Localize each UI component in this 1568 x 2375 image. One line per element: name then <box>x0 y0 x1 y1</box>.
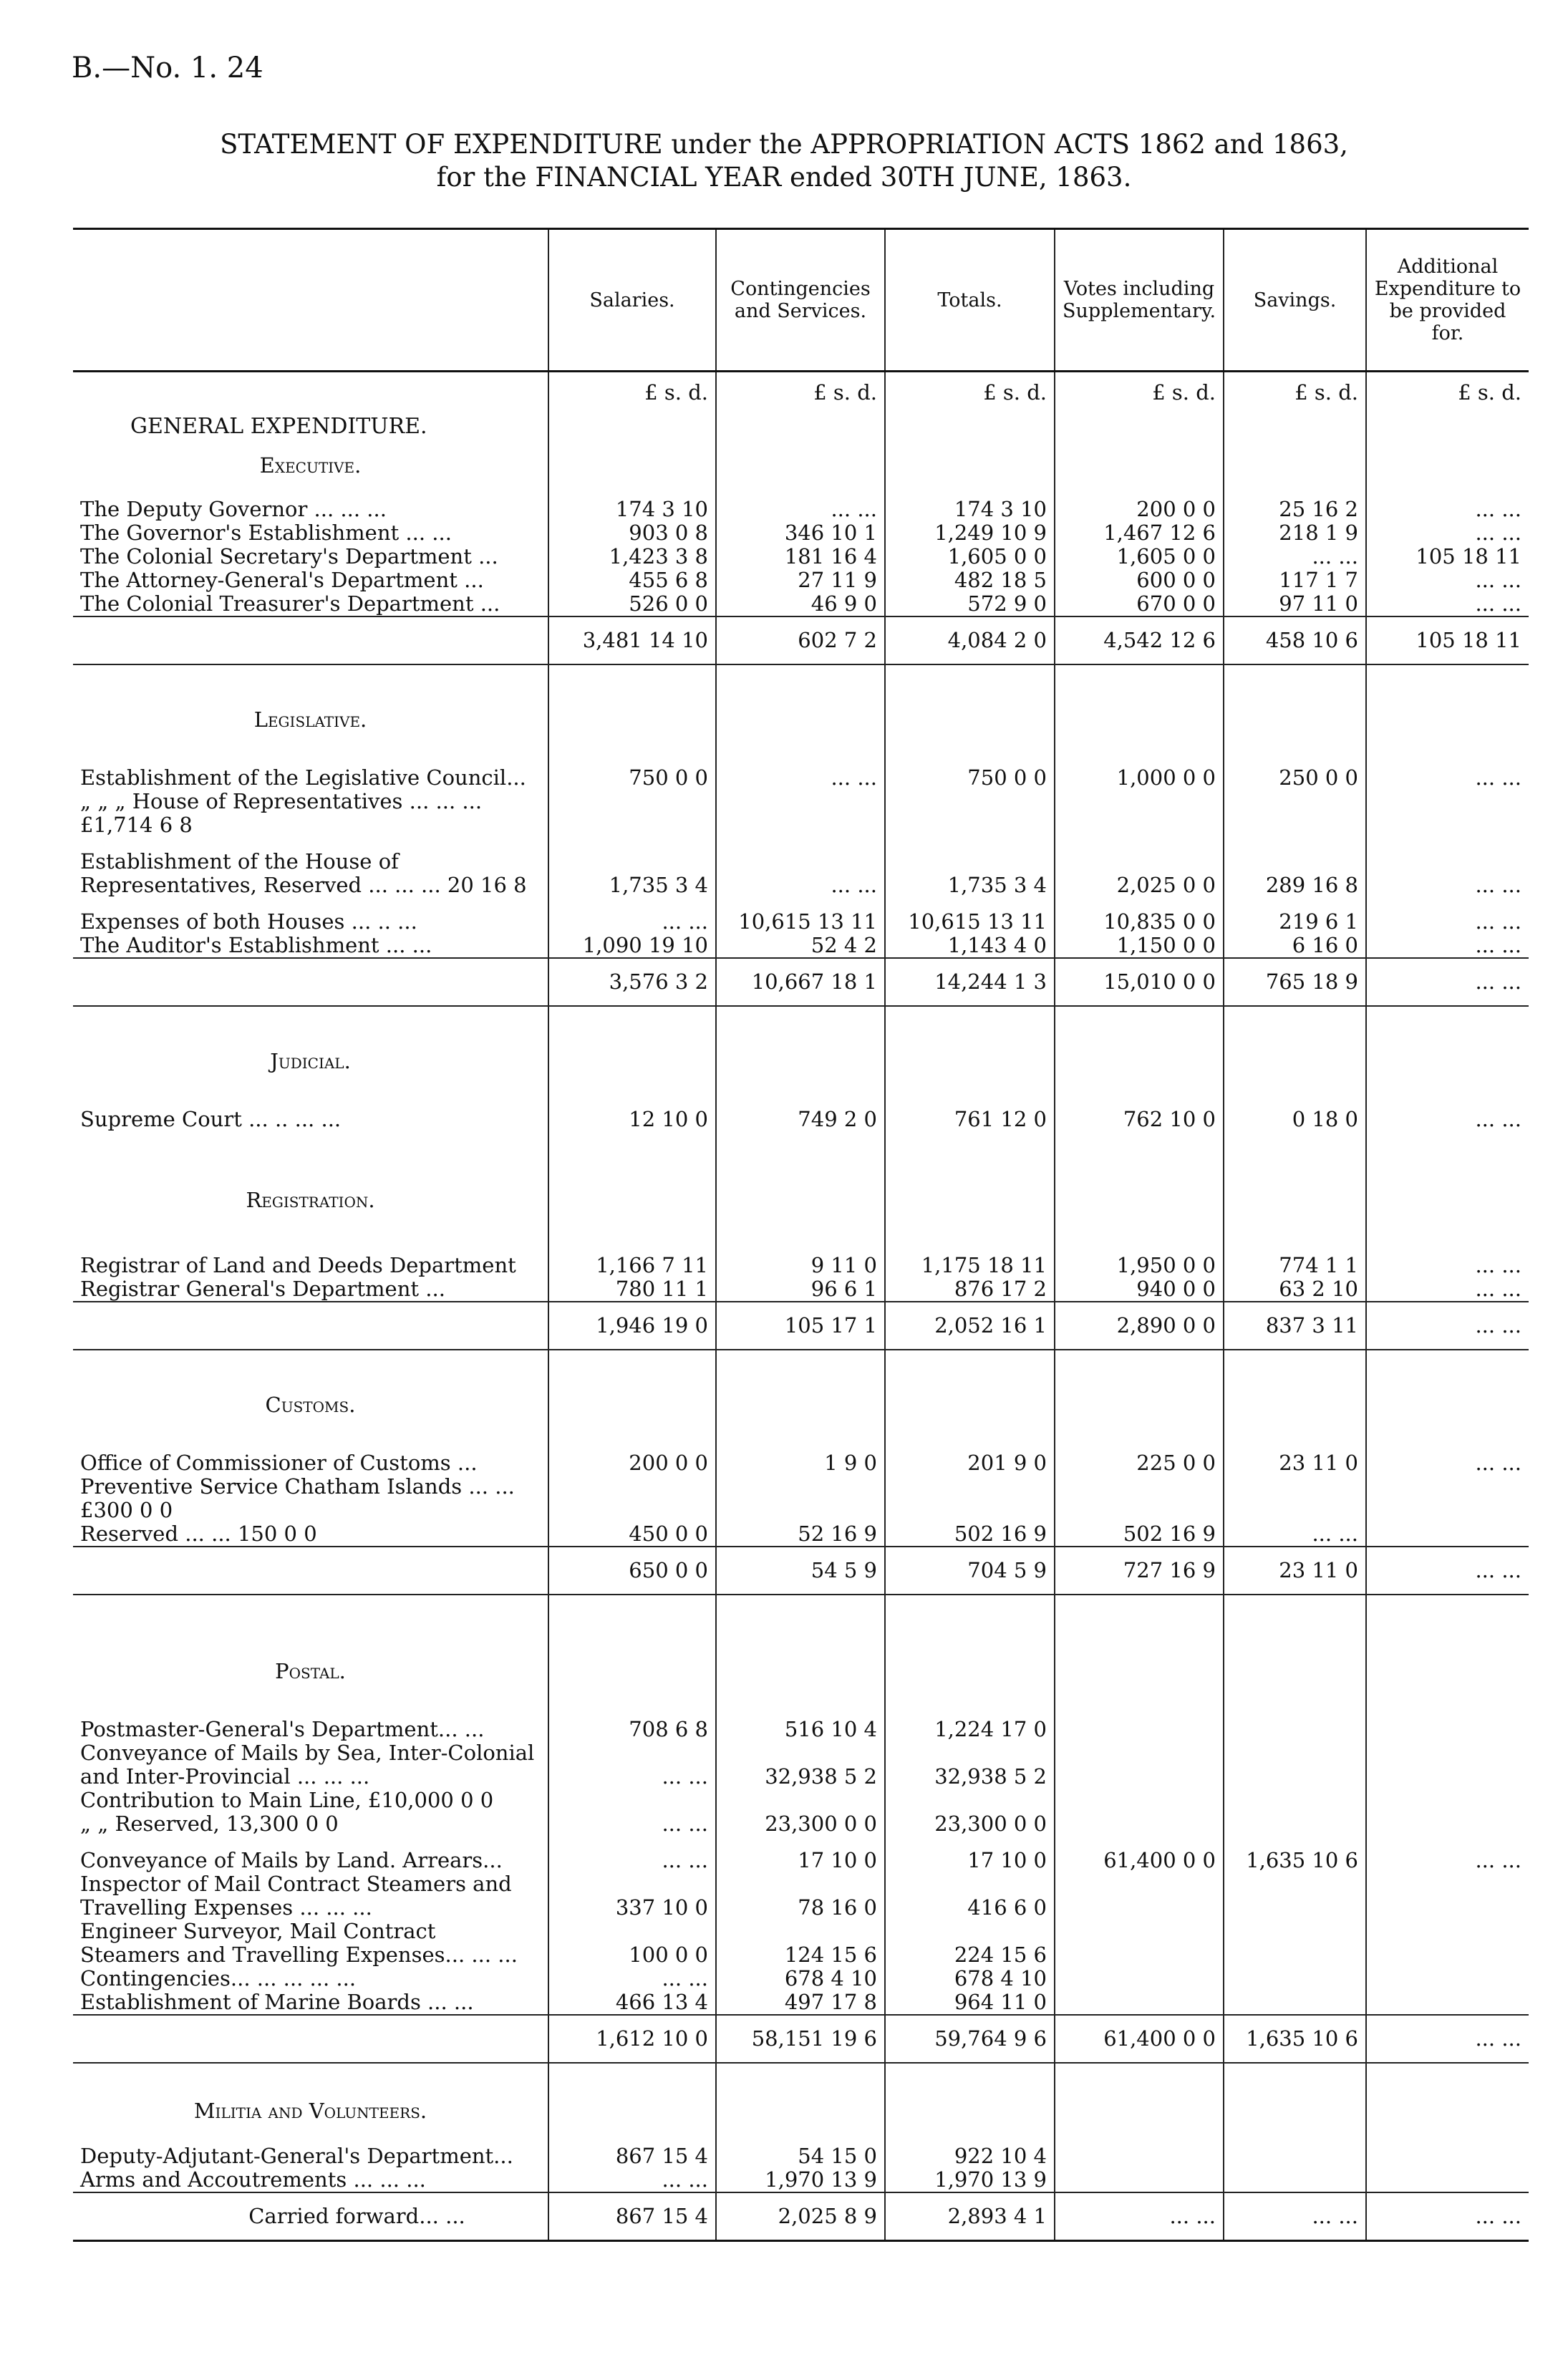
row-label: Establishment of the House of Representatives, Reserved ... ... ... 20 16 8 <box>80 849 527 897</box>
cell-contingencies: ... ... <box>716 837 885 897</box>
cell-totals: 1,970 13 9 <box>885 2168 1055 2192</box>
cell-salaries: 455 6 8 <box>548 569 716 592</box>
cell-votes <box>1055 1991 1224 2015</box>
cell-salaries: 903 0 8 <box>548 521 716 545</box>
cell-savings <box>1224 1741 1366 1789</box>
cell-contingencies: 346 10 1 <box>716 521 885 545</box>
row-label: Establishment of Marine Boards ... ... <box>80 1990 474 2014</box>
table-row <box>73 1438 1529 1475</box>
cell-totals: 1,605 0 0 <box>885 545 1055 569</box>
table-row <box>73 1836 1529 1872</box>
section-registration: Registration. <box>246 1188 375 1212</box>
cell-contingencies: 27 11 9 <box>716 569 885 592</box>
cell-salaries: 1,423 3 8 <box>548 545 716 569</box>
section-heading-row <box>73 438 1529 498</box>
cell-totals: 704 5 9 <box>885 1547 1055 1595</box>
cell-contingencies: 602 7 2 <box>716 616 885 664</box>
cell-salaries: 3,481 14 10 <box>548 616 716 664</box>
cell-contingencies: 516 10 4 <box>716 1705 885 1741</box>
cell-savings <box>1224 2144 1366 2168</box>
cell-votes: 225 0 0 <box>1055 1438 1224 1475</box>
table-row <box>73 1872 1529 1920</box>
header-salaries: Salaries. <box>548 229 716 372</box>
section-heading-row <box>73 1595 1529 1705</box>
table-row <box>73 592 1529 616</box>
cell-contingencies: 9 11 0 <box>716 1241 885 1277</box>
table-row <box>73 1991 1529 2015</box>
header-row <box>73 229 1529 372</box>
cell-totals <box>885 1475 1055 1522</box>
cell-savings: 289 16 8 <box>1224 837 1366 897</box>
cell-salaries: 337 10 0 <box>548 1872 716 1920</box>
cell-savings: 250 0 0 <box>1224 753 1366 790</box>
row-label: Supreme Court ... .. ... ... <box>80 1107 342 1131</box>
cell-savings: 25 16 2 <box>1224 498 1366 521</box>
row-label <box>73 2015 548 2063</box>
cell-additional <box>1366 1522 1529 1547</box>
cell-salaries: ... ... <box>548 1741 716 1789</box>
row-label: „ „ Reserved, 13,300 0 0 <box>80 1812 339 1836</box>
cell-additional: ... ... <box>1366 1836 1529 1872</box>
cell-votes <box>1055 2168 1224 2192</box>
cell-contingencies: 1 9 0 <box>716 1438 885 1475</box>
row-label: Conveyance of Mails by Land. Arrears... <box>80 1848 503 1872</box>
cell-additional: ... ... <box>1366 1095 1529 1131</box>
general-heading: GENERAL EXPENDITURE. <box>130 414 427 439</box>
cell-savings: 23 11 0 <box>1224 1547 1366 1595</box>
cell-totals: 201 9 0 <box>885 1438 1055 1475</box>
cell-votes <box>1055 790 1224 837</box>
cell-contingencies: 23,300 0 0 <box>716 1812 885 1836</box>
cell-totals: 17 10 0 <box>885 1836 1055 1872</box>
cell-additional <box>1366 1812 1529 1836</box>
table-row <box>73 934 1529 958</box>
cell-totals: 416 6 0 <box>885 1872 1055 1920</box>
cell-votes: 1,000 0 0 <box>1055 753 1224 790</box>
cell-votes: 1,150 0 0 <box>1055 934 1224 958</box>
cell-totals: 10,615 13 11 <box>885 897 1055 934</box>
cell-additional <box>1366 1967 1529 1991</box>
cell-votes: 2,025 0 0 <box>1055 837 1224 897</box>
cell-contingencies: 2,025 8 9 <box>716 2192 885 2241</box>
row-label: The Deputy Governor ... ... ... <box>80 497 387 521</box>
section-heading-row <box>73 1350 1529 1438</box>
row-label: Postmaster-General's Department... ... <box>80 1717 485 1741</box>
row-label <box>73 1547 548 1595</box>
cell-votes: 15,010 0 0 <box>1055 958 1224 1006</box>
cell-additional: ... ... <box>1366 592 1529 616</box>
row-label: Contingencies... ... ... ... ... <box>80 1966 357 1991</box>
header-savings: Savings. <box>1224 229 1366 372</box>
cell-totals: 678 4 10 <box>885 1967 1055 1991</box>
cell-additional: ... ... <box>1366 897 1529 934</box>
cell-contingencies: 10,615 13 11 <box>716 897 885 934</box>
cell-savings: ... ... <box>1224 2192 1366 2241</box>
table-row <box>73 790 1529 837</box>
cell-totals: 32,938 5 2 <box>885 1741 1055 1789</box>
cell-salaries: ... ... <box>548 1812 716 1836</box>
row-label: Contribution to Main Line, £10,000 0 0 <box>80 1788 494 1812</box>
cell-contingencies <box>716 1789 885 1812</box>
cell-totals: 502 16 9 <box>885 1522 1055 1547</box>
cell-votes <box>1055 1705 1224 1741</box>
section-legislative: Legislative. <box>253 707 367 732</box>
row-label: The Colonial Treasurer's Department ... <box>80 591 500 616</box>
cell-contingencies: 17 10 0 <box>716 1836 885 1872</box>
cell-additional: ... ... <box>1366 1302 1529 1350</box>
cell-savings <box>1224 1705 1366 1741</box>
cell-contingencies: 32,938 5 2 <box>716 1741 885 1789</box>
cell-additional <box>1366 1920 1529 1967</box>
cell-salaries: 450 0 0 <box>548 1522 716 1547</box>
section-judicial: Judicial. <box>270 1049 351 1073</box>
cell-savings: ... ... <box>1224 545 1366 569</box>
cell-additional: ... ... <box>1366 521 1529 545</box>
cell-votes: 4,542 12 6 <box>1055 616 1224 664</box>
table-row <box>73 1095 1529 1131</box>
cell-contingencies: 124 15 6 <box>716 1920 885 1967</box>
cell-savings <box>1224 1920 1366 1967</box>
cell-totals: 14,244 1 3 <box>885 958 1055 1006</box>
cell-contingencies: 749 2 0 <box>716 1095 885 1131</box>
header-description <box>73 229 548 372</box>
cell-totals: 1,735 3 4 <box>885 837 1055 897</box>
table-row <box>73 1789 1529 1812</box>
cell-savings: 117 1 7 <box>1224 569 1366 592</box>
row-label: „ „ „ House of Representatives ... ... ... £1,714 6 8 <box>80 789 483 837</box>
cell-contingencies: 105 17 1 <box>716 1302 885 1350</box>
cell-savings: 1,635 10 6 <box>1224 2015 1366 2063</box>
cell-votes: ... ... <box>1055 2192 1224 2241</box>
cell-totals: 1,224 17 0 <box>885 1705 1055 1741</box>
cell-salaries: 867 15 4 <box>548 2144 716 2168</box>
cell-savings: 765 18 9 <box>1224 958 1366 1006</box>
cell-salaries: 3,576 3 2 <box>548 958 716 1006</box>
cell-additional: ... ... <box>1366 1438 1529 1475</box>
cell-contingencies: 1,970 13 9 <box>716 2168 885 2192</box>
table-row <box>73 1741 1529 1789</box>
cell-salaries: 174 3 10 <box>548 498 716 521</box>
subtotal-row <box>73 1547 1529 1595</box>
row-label <box>73 1302 548 1350</box>
cell-savings: 1,635 10 6 <box>1224 1836 1366 1872</box>
cell-contingencies <box>716 790 885 837</box>
table-row <box>73 1812 1529 1836</box>
cell-additional <box>1366 1475 1529 1522</box>
cell-savings <box>1224 1475 1366 1522</box>
cell-totals <box>885 1789 1055 1812</box>
cell-contingencies <box>716 1475 885 1522</box>
section-executive: Executive. <box>259 453 362 478</box>
cell-savings: 6 16 0 <box>1224 934 1366 958</box>
subtotal-row <box>73 2015 1529 2063</box>
cell-additional <box>1366 1872 1529 1920</box>
currency-label: £ s. d. <box>885 372 1055 405</box>
cell-additional: ... ... <box>1366 1547 1529 1595</box>
row-label: The Colonial Secretary's Department ... <box>80 544 498 569</box>
cell-additional: ... ... <box>1366 934 1529 958</box>
table-row <box>73 1705 1529 1741</box>
header-votes: Votes including Supplementary. <box>1055 229 1224 372</box>
cell-contingencies: 181 16 4 <box>716 545 885 569</box>
cell-votes <box>1055 1812 1224 1836</box>
cell-totals: 922 10 4 <box>885 2144 1055 2168</box>
currency-label: £ s. d. <box>1366 372 1529 405</box>
subtotal-row <box>73 958 1529 1006</box>
cell-contingencies: 46 9 0 <box>716 592 885 616</box>
cell-salaries: 867 15 4 <box>548 2192 716 2241</box>
cell-savings: 458 10 6 <box>1224 616 1366 664</box>
cell-salaries: 708 6 8 <box>548 1705 716 1741</box>
cell-votes: 2,890 0 0 <box>1055 1302 1224 1350</box>
section-heading-row <box>73 1006 1529 1095</box>
cell-salaries <box>548 1475 716 1522</box>
cell-additional <box>1366 790 1529 837</box>
table-row <box>73 1475 1529 1522</box>
cell-salaries: ... ... <box>548 1836 716 1872</box>
cell-votes <box>1055 1475 1224 1522</box>
cell-totals: 1,249 10 9 <box>885 521 1055 545</box>
cell-savings: 23 11 0 <box>1224 1438 1366 1475</box>
cell-salaries: 526 0 0 <box>548 592 716 616</box>
cell-savings: 219 6 1 <box>1224 897 1366 934</box>
cell-salaries: 100 0 0 <box>548 1920 716 1967</box>
table-row <box>73 1241 1529 1277</box>
section-militia: Militia and Volunteers. <box>193 2099 427 2123</box>
cell-additional: 105 18 11 <box>1366 616 1529 664</box>
cell-contingencies: ... ... <box>716 753 885 790</box>
cell-totals: 59,764 9 6 <box>885 2015 1055 2063</box>
cell-votes: 600 0 0 <box>1055 569 1224 592</box>
header-totals: Totals. <box>885 229 1055 372</box>
cell-contingencies: 52 16 9 <box>716 1522 885 1547</box>
section-heading-row <box>73 1131 1529 1241</box>
cell-totals: 224 15 6 <box>885 1920 1055 1967</box>
cell-votes: 762 10 0 <box>1055 1095 1224 1131</box>
row-label: Inspector of Mail Contract Steamers and Travelling Expenses ... ... ... <box>80 1872 512 1920</box>
cell-contingencies: 52 4 2 <box>716 934 885 958</box>
cell-votes: 940 0 0 <box>1055 1277 1224 1302</box>
carried-forward-row <box>73 2192 1529 2241</box>
table-row <box>73 1967 1529 1991</box>
cell-votes <box>1055 1872 1224 1920</box>
cell-salaries: ... ... <box>548 897 716 934</box>
header-additional: Additional Expenditure to be provided for. <box>1366 229 1529 372</box>
cell-savings <box>1224 2168 1366 2192</box>
cell-savings <box>1224 1872 1366 1920</box>
subtotal-row <box>73 1302 1529 1350</box>
cell-additional <box>1366 2168 1529 2192</box>
table-row <box>73 498 1529 521</box>
cell-additional: ... ... <box>1366 1277 1529 1302</box>
cell-additional: ... ... <box>1366 2192 1529 2241</box>
cell-additional: ... ... <box>1366 837 1529 897</box>
cell-salaries: 12 10 0 <box>548 1095 716 1131</box>
title-line-1: STATEMENT OF EXPENDITURE under the APPROPRIATION ACTS 1862 and 1863, <box>220 129 1348 160</box>
section-heading-row <box>73 664 1529 753</box>
cell-savings <box>1224 1812 1366 1836</box>
section-postal: Postal. <box>275 1659 346 1683</box>
cell-salaries: 200 0 0 <box>548 1438 716 1475</box>
cell-salaries: ... ... <box>548 2168 716 2192</box>
cell-additional: 105 18 11 <box>1366 545 1529 569</box>
cell-totals: 2,052 16 1 <box>885 1302 1055 1350</box>
cell-additional <box>1366 1705 1529 1741</box>
row-label: The Governor's Establishment ... ... <box>80 521 452 545</box>
cell-votes <box>1055 1967 1224 1991</box>
cell-salaries <box>548 790 716 837</box>
cell-votes: 1,605 0 0 <box>1055 545 1224 569</box>
cell-contingencies: 96 6 1 <box>716 1277 885 1302</box>
row-label: Establishment of the Legislative Council... <box>80 765 526 790</box>
cell-contingencies: 78 16 0 <box>716 1872 885 1920</box>
cell-votes: 10,835 0 0 <box>1055 897 1224 934</box>
row-label: Registrar of Land and Deeds Department <box>80 1253 516 1277</box>
cell-votes <box>1055 1741 1224 1789</box>
cell-totals <box>885 790 1055 837</box>
cell-votes: 727 16 9 <box>1055 1547 1224 1595</box>
section-heading-row <box>73 2063 1529 2144</box>
cell-totals: 174 3 10 <box>885 498 1055 521</box>
cell-salaries: 1,166 7 11 <box>548 1241 716 1277</box>
cell-salaries: ... ... <box>548 1967 716 1991</box>
table-row <box>73 2144 1529 2168</box>
currency-label: £ s. d. <box>1055 372 1224 405</box>
row-label: Deputy-Adjutant-General's Department... <box>80 2144 513 2168</box>
currency-label: £ s. d. <box>1224 372 1366 405</box>
cell-totals: 4,084 2 0 <box>885 616 1055 664</box>
cell-savings: 97 11 0 <box>1224 592 1366 616</box>
cell-additional: ... ... <box>1366 753 1529 790</box>
row-label: Arms and Accoutrements ... ... ... <box>80 2167 426 2192</box>
cell-totals: 482 18 5 <box>885 569 1055 592</box>
table-row <box>73 837 1529 897</box>
cell-totals: 876 17 2 <box>885 1277 1055 1302</box>
cell-votes: 200 0 0 <box>1055 498 1224 521</box>
cell-savings: 774 1 1 <box>1224 1241 1366 1277</box>
cell-salaries: 750 0 0 <box>548 753 716 790</box>
cell-votes <box>1055 2144 1224 2168</box>
cell-salaries: 1,612 10 0 <box>548 2015 716 2063</box>
cell-savings <box>1224 1991 1366 2015</box>
cell-additional: ... ... <box>1366 2015 1529 2063</box>
general-heading-row <box>73 405 1529 438</box>
row-label: Reserved ... ... 150 0 0 <box>80 1522 317 1546</box>
subtotal-row <box>73 616 1529 664</box>
cell-savings <box>1224 790 1366 837</box>
row-label: Registrar General's Department ... <box>80 1277 445 1301</box>
cell-salaries: 1,735 3 4 <box>548 837 716 897</box>
cell-savings: 837 3 11 <box>1224 1302 1366 1350</box>
cell-additional: ... ... <box>1366 958 1529 1006</box>
cell-votes: 1,467 12 6 <box>1055 521 1224 545</box>
cell-salaries: 466 13 4 <box>548 1991 716 2015</box>
cell-contingencies: 54 15 0 <box>716 2144 885 2168</box>
cell-totals: 1,175 18 11 <box>885 1241 1055 1277</box>
cell-salaries: 780 11 1 <box>548 1277 716 1302</box>
table-row <box>73 1277 1529 1302</box>
cell-savings <box>1224 1789 1366 1812</box>
cell-salaries: 650 0 0 <box>548 1547 716 1595</box>
table-row <box>73 897 1529 934</box>
title-line-2: for the FINANCIAL YEAR ended 30TH JUNE, 1863. <box>436 162 1132 193</box>
cell-votes: 61,400 0 0 <box>1055 1836 1224 1872</box>
cell-contingencies: 678 4 10 <box>716 1967 885 1991</box>
cell-additional: ... ... <box>1366 1241 1529 1277</box>
row-label: The Auditor's Establishment ... ... <box>80 933 432 957</box>
expenditure-table <box>73 228 1529 2242</box>
table-row <box>73 521 1529 545</box>
cell-contingencies: 10,667 18 1 <box>716 958 885 1006</box>
row-label: Preventive Service Chatham Islands ... ... £300 0 0 <box>80 1474 515 1522</box>
section-customs: Customs. <box>265 1393 356 1417</box>
row-label: The Attorney-General's Department ... <box>80 568 484 592</box>
cell-additional <box>1366 1789 1529 1812</box>
row-label: Carried forward... ... <box>73 2192 548 2241</box>
cell-votes: 502 16 9 <box>1055 1522 1224 1547</box>
cell-totals: 750 0 0 <box>885 753 1055 790</box>
cell-contingencies: ... ... <box>716 498 885 521</box>
cell-totals: 1,143 4 0 <box>885 934 1055 958</box>
cell-votes <box>1055 1789 1224 1812</box>
cell-totals: 964 11 0 <box>885 1991 1055 2015</box>
cell-salaries: 1,946 19 0 <box>548 1302 716 1350</box>
currency-label: £ s. d. <box>716 372 885 405</box>
row-label: Conveyance of Mails by Sea, Inter-Colonial and Inter-Provincial ... ... ... <box>80 1741 535 1789</box>
cell-totals: 2,893 4 1 <box>885 2192 1055 2241</box>
table-row <box>73 545 1529 569</box>
cell-salaries <box>548 1789 716 1812</box>
header-contingencies: Contingencies and Services. <box>716 229 885 372</box>
cell-savings <box>1224 1967 1366 1991</box>
cell-savings: ... ... <box>1224 1522 1366 1547</box>
cell-savings: 218 1 9 <box>1224 521 1366 545</box>
cell-totals: 23,300 0 0 <box>885 1812 1055 1836</box>
cell-savings: 63 2 10 <box>1224 1277 1366 1302</box>
row-label <box>73 958 548 1006</box>
cell-totals: 761 12 0 <box>885 1095 1055 1131</box>
cell-additional <box>1366 1991 1529 2015</box>
table-row <box>73 1522 1529 1547</box>
cell-contingencies: 497 17 8 <box>716 1991 885 2015</box>
currency-label: £ s. d. <box>548 372 716 405</box>
table-row <box>73 569 1529 592</box>
cell-additional <box>1366 1741 1529 1789</box>
cell-votes <box>1055 1920 1224 1967</box>
page-header: B.—No. 1. 24 <box>72 52 263 84</box>
cell-totals: 572 9 0 <box>885 592 1055 616</box>
table-row <box>73 753 1529 790</box>
cell-votes: 670 0 0 <box>1055 592 1224 616</box>
cell-contingencies: 58,151 19 6 <box>716 2015 885 2063</box>
cell-votes: 61,400 0 0 <box>1055 2015 1224 2063</box>
cell-savings: 0 18 0 <box>1224 1095 1366 1131</box>
table-row <box>73 1920 1529 1967</box>
row-label <box>73 616 548 664</box>
cell-additional <box>1366 2144 1529 2168</box>
row-label: Expenses of both Houses ... .. ... <box>80 909 417 934</box>
currency-row <box>73 372 1529 405</box>
row-label: Office of Commissioner of Customs ... <box>80 1451 478 1475</box>
cell-votes: 1,950 0 0 <box>1055 1241 1224 1277</box>
cell-additional: ... ... <box>1366 569 1529 592</box>
cell-contingencies: 54 5 9 <box>716 1547 885 1595</box>
cell-salaries: 1,090 19 10 <box>548 934 716 958</box>
cell-additional: ... ... <box>1366 498 1529 521</box>
row-label: Engineer Surveyor, Mail Contract Steamers and Travelling Expenses... ... ... <box>80 1919 518 1967</box>
table-row <box>73 2168 1529 2192</box>
